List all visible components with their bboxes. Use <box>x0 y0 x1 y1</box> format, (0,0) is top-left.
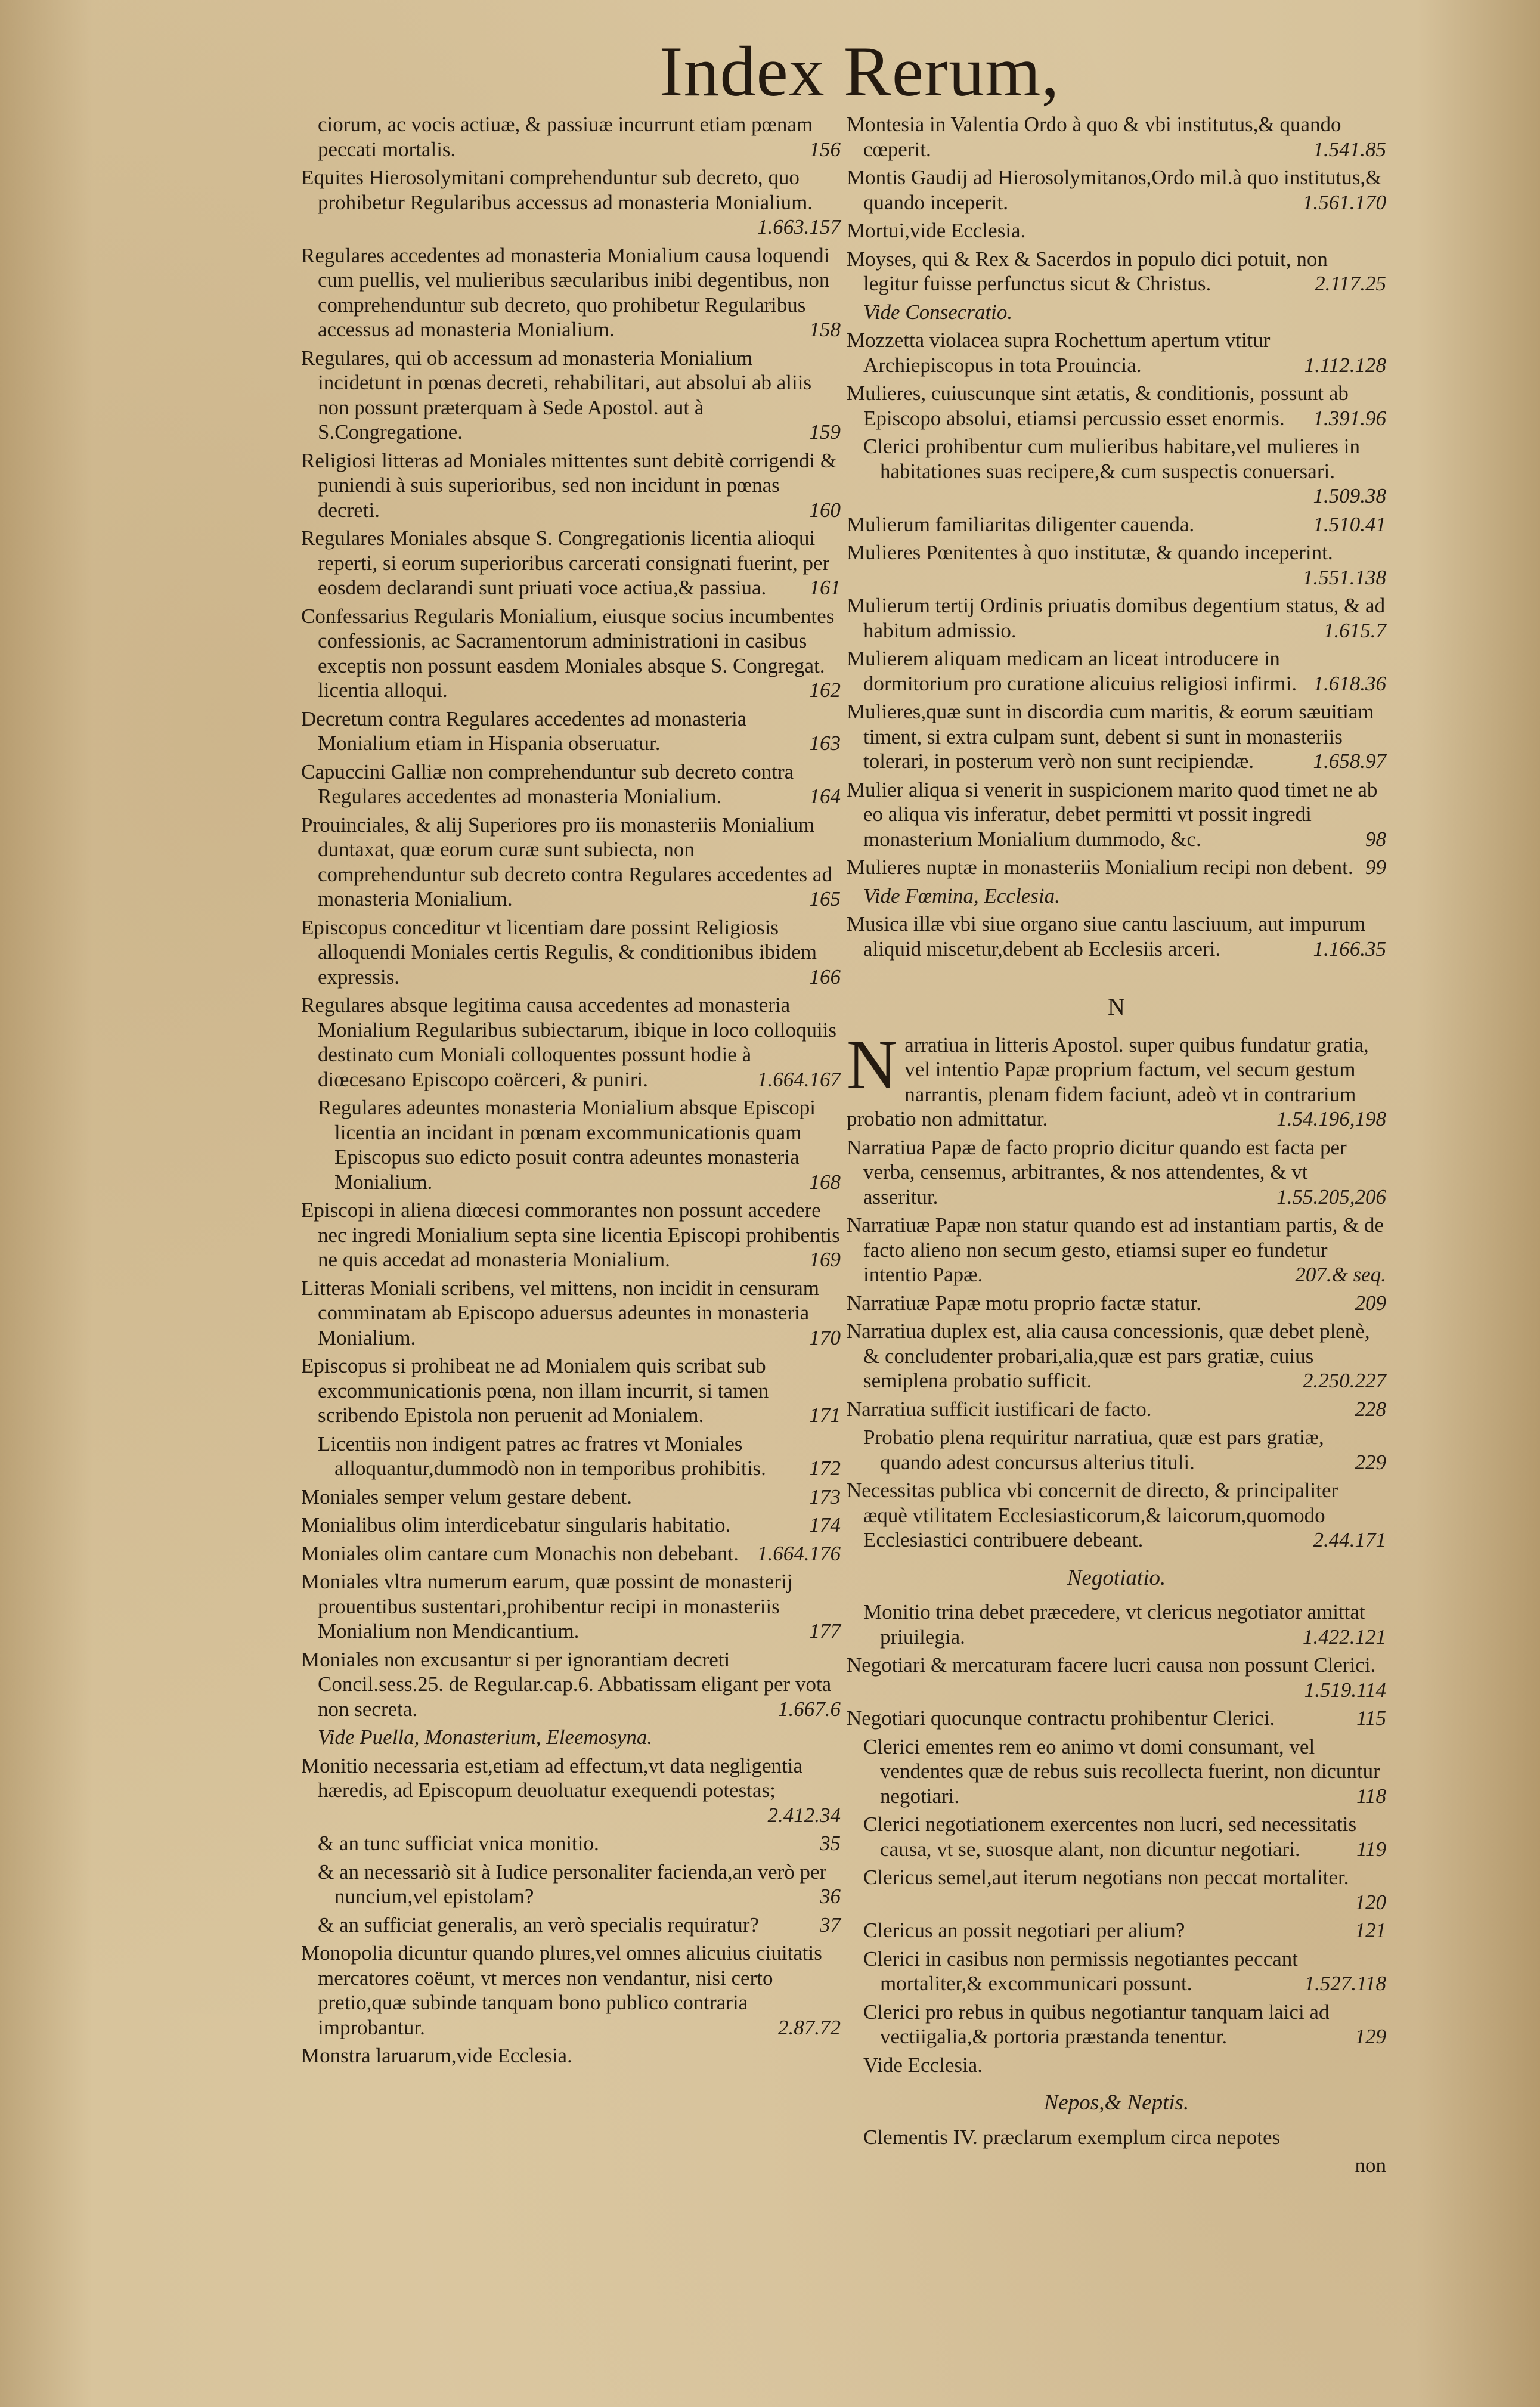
entry-reference: 1.618.36 <box>1313 671 1386 695</box>
entry-text: Moniales vltra numerum earum, quæ possint de monasterij prouentibus sustentari,prohibentur recipi in monasteriis Monialium non Mendicantium. <box>301 1570 793 1643</box>
entry-text: Monitio necessaria est,etiam ad effectum,vt data negligentia hæredis, ad Episcopum deuoluatur exequendi potestas; <box>301 1754 802 1802</box>
index-entry <box>301 707 841 756</box>
entry-text: Regulares, qui ob accessum ad monasteria Monialium incidetunt in pœnas decreti, rehabilitari, aut absolui ab aliis non possunt præterquam à Sede Apostol. aut à S.Congregatione. <box>301 346 812 444</box>
entry-text: Episcopus conceditur vt licentiam dare possint Religiosis alloquendi Moniales certis Regulis, & conditionibus ibidem expressis. <box>301 915 817 989</box>
entry-text: Clericus semel,aut iterum negotians non peccat mortaliter. <box>863 1866 1349 1889</box>
entry-text: Narratiua sufficit iustificari de facto. <box>847 1397 1152 1421</box>
entry-reference: 174 <box>809 1513 841 1536</box>
index-entry <box>863 2053 1386 2078</box>
index-entry <box>863 1600 1386 1649</box>
page-header <box>0 30 1540 113</box>
entry-text: Mulieres Pœnitentes à quo institutæ, & quando inceperint. <box>847 541 1333 564</box>
index-entry <box>301 1754 841 1828</box>
index-entry <box>301 526 841 600</box>
entry-text: ciorum, ac vocis actiuæ, & passiuæ incurrunt etiam pœnam peccati mortalis. <box>318 113 813 161</box>
entry-text: Moniales semper velum gestare debent. <box>301 1485 632 1508</box>
index-entry <box>847 1706 1386 1731</box>
entry-reference: 172 <box>809 1457 841 1480</box>
index-entry <box>847 1397 1386 1422</box>
entry-reference: 36 <box>820 1885 841 1908</box>
entry-text: Moniales non excusantur si per ignorantiam decreti Concil.sess.25. de Regular.cap.6. Abbatissam eligant per vota non secreta. <box>301 1647 832 1721</box>
entry-text: Negotiari quocunque contractu prohibentur Clerici. <box>847 1706 1275 1730</box>
entry-reference: 37 <box>820 1913 841 1937</box>
index-entry <box>301 1276 841 1350</box>
entry-text: Regulares absque legitima causa accedentes ad monasteria Monialium Regularibus subiectarum, ibique in loco colloquiis destinato cum Moniali colloquentes possunt hodie à diœcesano Episcopo coërceri, & puniri. <box>301 993 837 1091</box>
entry-reference: 207.& seq. <box>1295 1263 1386 1286</box>
entry-text: Prouinciales, & alij Superiores pro iis monasteriis Monialium duntaxat, quæ eorum curæ sunt subiecta, non comprehenduntur sub decreto contra Regulares accedentes ad monasteria Monialium. <box>301 813 832 910</box>
left-column <box>301 112 841 2072</box>
index-entry <box>301 448 841 523</box>
entry-text: Mulierum familiaritas diligenter cauenda. <box>847 512 1195 536</box>
entry-reference: 165 <box>809 887 841 910</box>
entry-reference: 1.510.41 <box>1313 512 1386 536</box>
entry-reference: 118 <box>1356 1784 1386 1808</box>
index-entry <box>301 915 841 990</box>
entry-text: Mozzetta violacea supra Rochettum apertum vtitur Archiepiscopus in tota Prouincia. <box>847 329 1271 377</box>
entry-text: & an tunc sufficiat vnica monitio. <box>318 1832 599 1855</box>
index-entry <box>847 699 1386 774</box>
entry-reference: 1.422.121 <box>1303 1625 1386 1649</box>
entry-reference: 1.54.196,198 <box>1276 1107 1386 1130</box>
entry-text: Mulieres,quæ sunt in discordia cum maritis, & eorum sæuitiam timent, si extra culpam sunt, debent si sunt in monasteriis tolerari, in posterum verò non sunt recipiendæ. <box>847 700 1374 773</box>
index-entry <box>847 381 1386 430</box>
section-letter-n: N <box>1108 993 1125 1020</box>
entry-text: & an necessariò sit à Iudice personaliter facienda,an verò per nuncium,vel epistolam? <box>318 1860 827 1908</box>
entry-reference: 1.664.176 <box>757 1541 841 1565</box>
right-column-m-entries <box>847 112 1386 961</box>
index-entry <box>847 1213 1386 1287</box>
entry-text: Monopolia dicuntur quando plures,vel omnes alicuius ciuitatis mercatores coëunt, vt merces non vendantur, nisi certo pretio,quæ subinde tanquam bono publico contraria improbantur. <box>301 1941 822 2039</box>
entry-reference: 1.615.7 <box>1324 618 1386 642</box>
entry-text: Moyses, qui & Rex & Sacerdos in populo dici potuit, non legitur fuisse perfunctus sicut & Christus. <box>847 247 1328 295</box>
entry-reference: 173 <box>809 1485 841 1508</box>
entry-reference: 156 <box>809 137 841 161</box>
index-entry <box>847 112 1386 162</box>
index-entry <box>847 1319 1386 1393</box>
index-entry <box>301 2043 841 2068</box>
entry-text: Licentiis non indigent patres ac fratres vt Moniales alloquantur,dummodò non in temporibus prohibitis. <box>318 1432 766 1480</box>
entry-text: Negotiari & mercaturam facere lucri causa non possunt Clerici. <box>847 1653 1376 1677</box>
index-entry <box>863 1918 1386 1943</box>
entry-reference: 2.44.171 <box>1313 1528 1386 1551</box>
index-entry <box>863 1425 1386 1474</box>
entry-reference: 159 <box>809 420 841 444</box>
entry-reference: 1.112.128 <box>1304 353 1386 377</box>
entry-text: Vide Consecratio. <box>863 300 1013 324</box>
entry-reference: 121 <box>1355 1919 1386 1942</box>
section-heading-nepos: Nepos,& Neptis. <box>1043 2090 1189 2115</box>
entry-reference: 170 <box>809 1325 841 1349</box>
entry-reference: 1.166.35 <box>1313 937 1386 961</box>
right-column-negotiatio-entries <box>847 1600 1386 2077</box>
index-entry <box>863 1865 1386 1915</box>
entry-reference: 1.667.6 <box>778 1697 841 1721</box>
entry-text: Mortui,vide Ecclesia. <box>847 219 1026 242</box>
entry-text: Clerici ementes rem eo animo vt domi consumant, vel vendentes quæ de rebus suis recollecta fuerint, non dicuntur negotiari. <box>863 1734 1380 1808</box>
index-entry <box>301 1485 841 1510</box>
entry-reference: 35 <box>820 1832 841 1855</box>
entry-text: Mulierem aliquam medicam an liceat introducere in dormitorium pro curatione alicuius religiosi infirmi. <box>847 647 1297 695</box>
index-entry <box>301 1647 841 1722</box>
entry-reference: 169 <box>809 1248 841 1271</box>
index-entry <box>847 1291 1386 1316</box>
entry-reference: 1.391.96 <box>1313 406 1386 430</box>
entry-reference: 168 <box>809 1170 841 1194</box>
entry-reference: 162 <box>809 679 841 702</box>
entry-text: Montis Gaudij ad Hierosolymitanos,Ordo mil.à quo institutus,& quando inceperit. <box>847 166 1382 214</box>
entry-reference: 229 <box>1355 1450 1386 1474</box>
entry-reference: 1.541.85 <box>1313 137 1386 161</box>
entry-text: Vide Puella, Monasterium, Eleemosyna. <box>318 1726 653 1749</box>
entry-text: Vide Ecclesia. <box>863 2053 983 2077</box>
index-entry <box>301 1353 841 1428</box>
index-entry <box>301 112 841 162</box>
index-entry <box>847 165 1386 215</box>
entry-text: Necessitas publica vbi concernit de directo, & principaliter æquè vtilitatem Ecclesiasticorum,& laicorum,quomodo Ecclesiastici contribuere debeant. <box>847 1479 1338 1551</box>
entry-reference: 1.55.205,206 <box>1276 1185 1386 1209</box>
index-entry <box>847 593 1386 643</box>
entry-reference: 163 <box>809 732 841 755</box>
index-entry <box>847 1135 1386 1210</box>
entry-text: Episcopi in aliena diœcesi commorantes non possunt accedere nec ingredi Monialium septa sine licentia Episcopi prohibentis ne quis accedat ad monasteria Monialium. <box>301 1198 840 1271</box>
entry-text: Narratiuæ Papæ non statur quando est ad instantiam partis, & de facto alieno non secum gesto, etiamsi super eo fundetur intentio Papæ. <box>847 1213 1384 1286</box>
right-column-n-entries <box>847 1025 1386 1553</box>
index-entry <box>847 247 1386 296</box>
entry-text: Clerici in casibus non permissis negotiantes peccant mortaliter,& excommunicari possunt. <box>863 1947 1298 1995</box>
entry-reference: 160 <box>809 498 841 522</box>
entry-text: Regulares Moniales absque S. Congregationis licentia alioqui reperti, si eorum superioribus carcerati consignati fuerint, per eosdem declarandi sunt priuati voce actiua,& passiua. <box>301 526 830 599</box>
index-entry <box>863 1734 1386 1809</box>
entry-reference: 2.117.25 <box>1315 272 1386 295</box>
entry-reference: 164 <box>809 785 841 808</box>
index-entry <box>847 540 1386 590</box>
page-title: Index Rerum, <box>659 32 1060 111</box>
entry-reference: 161 <box>809 576 841 599</box>
entry-text: Regulares adeuntes monasteria Monialium absque Episcopi licentia an incidant in pœnam excommunicationis quam Episcopus suo edicto posuit contra adeuntes monasteria Monialium. <box>318 1096 816 1194</box>
index-entry <box>318 1095 841 1194</box>
section-heading-negotiatio: Negotiatio. <box>1067 1565 1166 1590</box>
entry-text: Narratiua Papæ de facto proprio dicitur quando est facta per verba, censemus, arbitrantes, & nos attendentes, & vt asseritur. <box>847 1135 1347 1209</box>
index-entry <box>301 1941 841 2040</box>
index-entry <box>847 777 1386 852</box>
index-entry <box>301 760 841 809</box>
entry-reference: 158 <box>809 318 841 341</box>
entry-reference: 1.664.167 <box>757 1067 841 1091</box>
entry-reference: 1.663.157 <box>757 215 841 238</box>
index-entry <box>847 1025 1386 1132</box>
entry-text: Religiosi litteras ad Moniales mittentes sunt debitè corrigendi & puniendi à suis superioribus, sed non incidunt in pœnas decreti. <box>301 448 837 522</box>
entry-text: Decretum contra Regulares accedentes ad monasteria Monialium etiam in Hispania obseruatur. <box>301 707 747 755</box>
entry-text: Clerici pro rebus in quibus negotiantur tanquam laici ad vectiigalia,& portoria præstanda tenentur. <box>863 2000 1330 2048</box>
index-entry <box>301 1198 841 1272</box>
catchword: non <box>1355 2154 1386 2177</box>
index-entry <box>301 243 841 342</box>
entry-text: Litteras Moniali scribens, vel mittens, non incidit in censuram comminatam ab Episcopo aduersus adeuntes in monasteria Monialium. <box>301 1276 819 1349</box>
entry-reference: 1.519.114 <box>1304 1678 1386 1702</box>
entry-text: Musica illæ vbi siue organo siue cantu lasciuum, aut impurum aliquid miscetur,debent ab Ecclesiis arceri. <box>847 912 1366 961</box>
entry-text: Clerici negotiationem exercentes non lucri, sed necessitatis causa, vt se, suosque alant, non dicuntur negotiari. <box>863 1813 1357 1861</box>
index-entry <box>301 604 841 703</box>
entry-text: arratiua in litteris Apostol. super quibus fundatur gratia, vel intentio Papæ proprium factum, vel secum gestum narrantis, plenam fidem faciunt, adeò vt in contrarium probatio non admittatur. <box>847 1033 1369 1130</box>
entry-text: Regulares accedentes ad monasteria Monialium causa loquendi cum puellis, vel mulieribus sæcularibus inibi degentibus, non comprehenduntur sub decreto, quo prohibetur Regularibus accessus ad monasteria Monialium. <box>301 243 830 341</box>
index-entry <box>301 346 841 445</box>
entry-reference: 2.412.34 <box>767 1803 841 1827</box>
entry-reference: 2.87.72 <box>778 2015 841 2039</box>
index-entry <box>318 1831 841 1856</box>
index-entry <box>301 1569 841 1644</box>
entry-text: Monitio trina debet præcedere, vt clericus negotiator amittat priuilegia. <box>863 1600 1365 1649</box>
entry-text: Vide Fœmina, Ecclesia. <box>863 884 1060 907</box>
index-entry <box>863 2000 1386 2049</box>
index-entry <box>847 855 1386 880</box>
index-entry <box>847 884 1386 909</box>
index-entry <box>301 993 841 1092</box>
entry-text: Moniales olim cantare cum Monachis non debebant. <box>301 1541 739 1565</box>
entry-reference: 1.527.118 <box>1304 1972 1386 1995</box>
entry-text: Clericus an possit negotiari per alium? <box>863 1919 1185 1942</box>
index-entry <box>847 1653 1386 1702</box>
entry-text: Equites Hierosolymitani comprehenduntur sub decreto, quo prohibetur Regularibus accessus ad monasteria Monialium. <box>301 166 813 214</box>
drop-cap-letter: N <box>847 1025 898 1104</box>
entry-reference: 129 <box>1355 2025 1386 2048</box>
entry-reference: 98 <box>1365 827 1386 851</box>
entry-reference: 1.509.38 <box>1313 484 1386 507</box>
entry-reference: 2.250.227 <box>1303 1369 1386 1392</box>
entry-text: Narratiua duplex est, alia causa concessionis, quæ debet plenè, & concludenter probari,alia,quæ est pars gratiæ, cuius semiplena probatio sufficit. <box>847 1319 1370 1392</box>
entry-text: Confessarius Regularis Monialium, eiusque socius incumbentes confessionis, ac Sacramentorum administrationi in casibus exceptis non possunt easdem Moniales absque S. Congregat. licentia alloqui. <box>301 604 835 702</box>
entry-reference: 99 <box>1365 856 1386 879</box>
entry-text: & an sufficiat generalis, an verò specialis requiratur? <box>318 1913 759 1937</box>
index-entry <box>863 434 1386 509</box>
entry-text: Clementis IV. præclarum exemplum circa nepotes <box>863 2125 1281 2149</box>
entry-reference: 209 <box>1355 1291 1386 1315</box>
entry-text: Capuccini Galliæ non comprehenduntur sub decreto contra Regulares accedentes ad monasteria Monialium. <box>301 760 794 808</box>
entry-reference: 1.561.170 <box>1303 190 1386 214</box>
entry-text: Montesia in Valentia Ordo à quo & vbi institutus,& quando cœperit. <box>847 113 1341 161</box>
entry-reference: 120 <box>1355 1890 1386 1914</box>
entry-text: Probatio plena requiritur narratiua, quæ est pars gratiæ, quando adest concursus alterius tituli. <box>863 1426 1324 1474</box>
entry-text: Episcopus si prohibeat ne ad Monialem quis scribat sub excommunicationis pœna, non illam incurrit, si tamen scribendo Epistola non peruenit ad Monialem. <box>301 1354 769 1427</box>
index-entry <box>847 300 1386 325</box>
entry-reference: 1.658.97 <box>1313 749 1386 773</box>
entry-text: Clerici prohibentur cum mulieribus habitare,vel mulieres in habitationes suas recipere,& cum suspectis conuersari. <box>863 435 1360 483</box>
entry-reference: 228 <box>1355 1397 1386 1421</box>
index-entry <box>847 912 1386 961</box>
index-entry <box>318 1860 841 1909</box>
entry-reference: 1.551.138 <box>1303 565 1386 589</box>
entry-reference: 115 <box>1356 1706 1386 1730</box>
index-entry <box>847 218 1386 243</box>
entry-text: Mulieres, cuiuscunque sint ætatis, & conditionis, possunt ab Episcopo absolui, etiamsi percussio esset enormis. <box>847 382 1349 430</box>
index-entry <box>301 1513 841 1538</box>
index-entry <box>318 1913 841 1938</box>
entry-text: Mulier aliqua si venerit in suspicionem marito quod timet ne ab eo aliqua vis inferatur, debet permitti vt possit ingredi monasterium Monialium dummodo, &c. <box>847 777 1378 851</box>
entry-text: Monstra laruarum,vide Ecclesia. <box>301 2044 572 2067</box>
entry-reference: 166 <box>809 965 841 989</box>
entry-text: Monialibus olim interdicebatur singularis habitatio. <box>301 1513 731 1536</box>
entry-text: Mulieres nuptæ in monasteriis Monialium recipi non debent. <box>847 856 1353 879</box>
index-entry <box>301 1541 841 1566</box>
index-entry <box>847 328 1386 377</box>
index-entry <box>847 512 1386 537</box>
right-column <box>847 112 1386 2178</box>
index-entry <box>318 1432 841 1481</box>
index-entry <box>847 1478 1386 1553</box>
index-entry <box>863 1947 1386 1996</box>
entry-text: Mulierum tertij Ordinis priuatis domibus degentium status, & ad habitum admissio. <box>847 594 1386 642</box>
entry-reference: 119 <box>1356 1837 1386 1861</box>
index-entry <box>863 2125 1386 2150</box>
index-entry <box>863 1812 1386 1861</box>
index-entry <box>847 646 1386 696</box>
entry-reference: 177 <box>809 1619 841 1643</box>
entry-reference: 171 <box>809 1404 841 1427</box>
index-entry <box>301 165 841 240</box>
index-entry <box>301 1725 841 1750</box>
entry-text: Narratiuæ Papæ motu proprio factæ statur. <box>847 1291 1201 1315</box>
right-column-nepos-entries <box>847 2125 1386 2150</box>
index-entry <box>301 813 841 912</box>
